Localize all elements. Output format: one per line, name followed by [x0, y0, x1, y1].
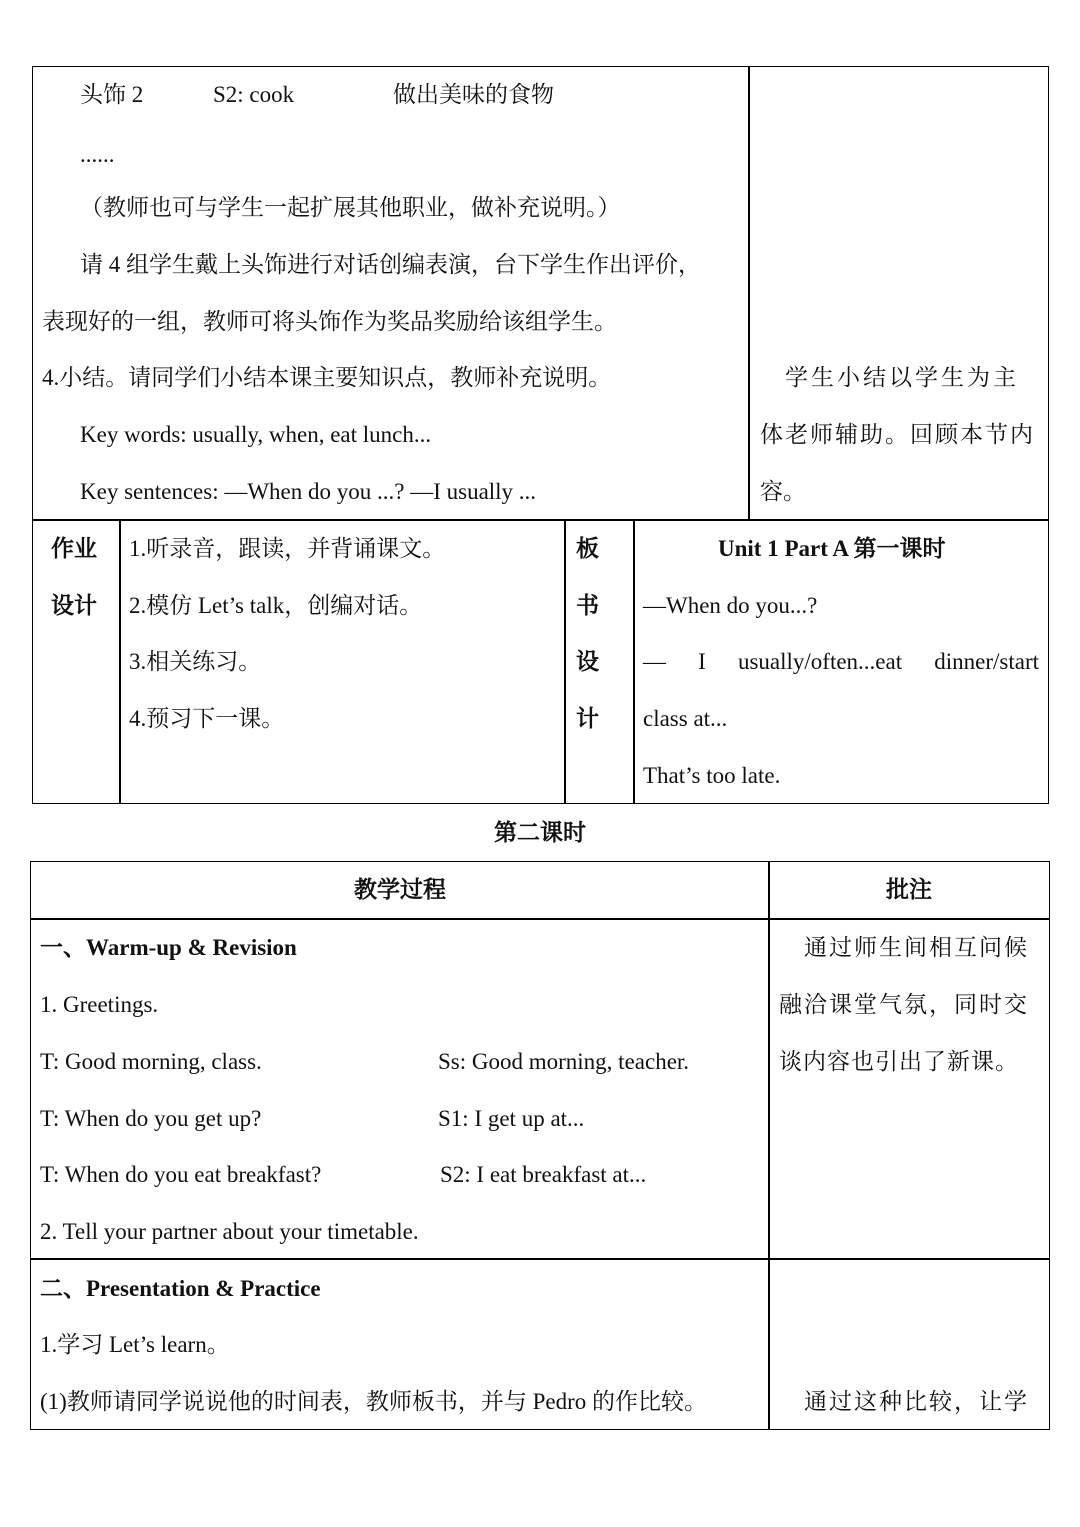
summary-note-line-2: 体老师辅助。回顾本节内 [760, 422, 1035, 447]
warmup-note-cell [768, 918, 1050, 1260]
timetable-line: 2. Tell your partner about your timetable. [40, 1219, 419, 1244]
dialog-student-1: Ss: Good morning, teacher. [438, 1049, 690, 1074]
dialog-teacher-3: T: When do you eat breakfast? [40, 1162, 322, 1187]
group-perform-line: 请 4 组学生戴上头饰进行对话创编表演，台下学生作出评价， [80, 252, 701, 277]
greetings-line: 1. Greetings. [40, 992, 159, 1017]
warmup-title: 一、Warm-up & Revision [40, 935, 297, 960]
top-table-left-cell [32, 66, 750, 521]
header-process: 教学过程 [354, 877, 446, 902]
board-label-1: 板 [576, 536, 599, 561]
warmup-process-cell [30, 918, 770, 1260]
summary-note-line-1: 学生小结以学生为主 [785, 365, 1019, 390]
key-sentences-line: Key sentences: —When do you ...? —I usually ... [80, 479, 537, 504]
board-label-2: 书 [576, 593, 599, 618]
board-label-4: 计 [576, 706, 599, 731]
top-table-note-cell [748, 66, 1049, 521]
presentation-title: 二、Presentation & Practice [40, 1276, 321, 1301]
summary-note-line-3: 容。 [760, 479, 806, 504]
board-line-3: class at... [643, 706, 728, 731]
headwear-label: 头饰 2 [80, 82, 144, 107]
homework-label-2: 设计 [51, 593, 97, 618]
dialog-student-2: S1: I get up at... [438, 1106, 585, 1131]
headwear-desc: 做出美味的食物 [393, 82, 554, 107]
section-title: 第二课时 [494, 820, 586, 845]
homework-item-4: 4.预习下一课。 [129, 706, 285, 731]
board-line-2: — I usually/often...eat dinner/start [643, 649, 1039, 674]
teacher-extend-line: （教师也可与学生一起扩展其他职业，做补充说明。） [80, 195, 621, 220]
board-line-4: That’s too late. [643, 763, 781, 788]
board-label-3: 设 [576, 649, 599, 674]
reward-line: 表现好的一组，教师可将头饰作为奖品奖励给该组学生。 [42, 309, 617, 334]
timetable-compare-line: (1)教师请同学说说他的时间表，教师板书，并与 Pedro 的作比较。 [40, 1389, 707, 1414]
lets-learn-line: 1.学习 Let’s learn。 [40, 1332, 230, 1357]
dialog-teacher-2: T: When do you get up? [40, 1106, 262, 1131]
homework-item-2: 2.模仿 Let’s talk，创编对话。 [129, 593, 423, 618]
warmup-note-line-2: 融洽课堂气氛，同时交 [779, 992, 1029, 1017]
headwear-role: S2: cook [213, 82, 295, 107]
ellipsis-line: ...... [80, 142, 115, 167]
summary-line: 4.小结。请同学们小结本课主要知识点，教师补充说明。 [42, 365, 612, 390]
key-words-line: Key words: usually, when, eat lunch... [80, 422, 432, 447]
homework-item-3: 3.相关练习。 [129, 649, 262, 674]
board-line-1: —When do you...? [643, 593, 818, 618]
board-title: Unit 1 Part A 第一课时 [718, 536, 946, 561]
homework-label-1: 作业 [51, 536, 97, 561]
homework-item-1: 1.听录音，跟读，并背诵课文。 [129, 536, 446, 561]
dialog-student-3: S2: I eat breakfast at... [440, 1162, 647, 1187]
board-label-cell [564, 519, 635, 804]
warmup-note-line-3: 谈内容也引出了新课。 [779, 1049, 1019, 1074]
header-note: 批注 [886, 877, 932, 902]
presentation-note-line: 通过这种比较，让学 [804, 1389, 1029, 1414]
dialog-teacher-1: T: Good morning, class. [40, 1049, 262, 1074]
warmup-note-line-1: 通过师生间相互问候 [804, 935, 1029, 960]
